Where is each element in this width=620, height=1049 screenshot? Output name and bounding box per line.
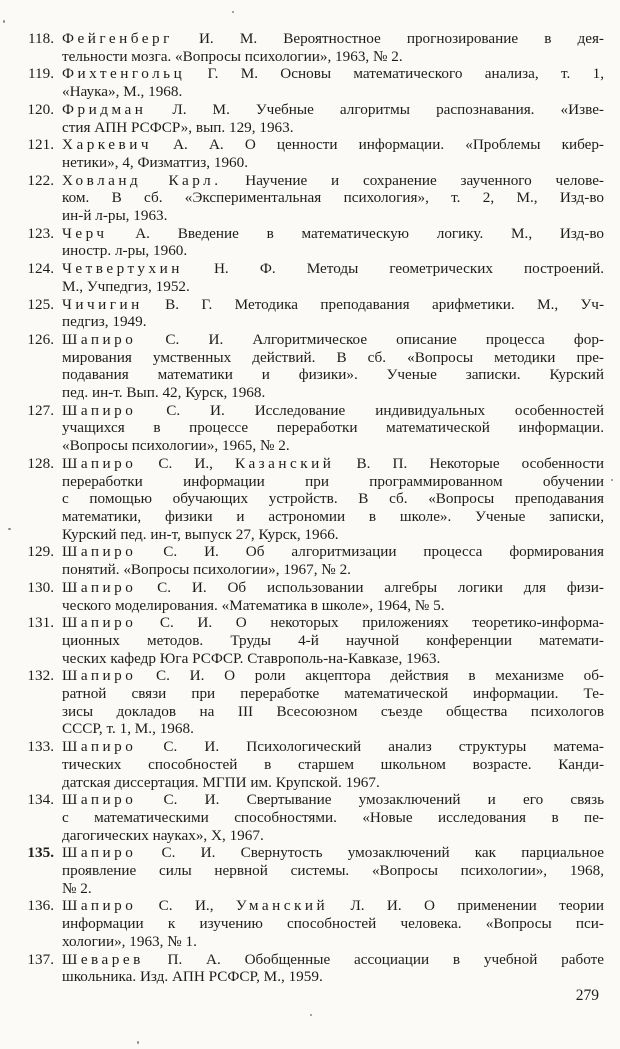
entry-line (62, 65, 604, 83)
entry-line-text: тических способностей в старшем школьном возрасте. Канди- (62, 755, 604, 773)
entry-line (62, 809, 604, 827)
entry-line-text: стия АПН РСФСР», вып. 129, 1963. (62, 118, 294, 136)
reference-entry (13, 402, 604, 455)
entry-line (62, 508, 604, 526)
entry-line (62, 419, 604, 437)
author-name: Шапиро (62, 401, 137, 419)
entry-line (62, 119, 604, 137)
entry-number: 126. (27, 330, 54, 348)
reference-entry (13, 614, 604, 667)
entry-line-text: С. И. Свернутость умозаключений как парциальное (136, 844, 604, 862)
entry-line-text: Н. Ф. Методы геометрических построений. (182, 260, 604, 278)
author-name: Шапиро (62, 844, 137, 862)
scan-speck (232, 11, 234, 13)
entry-number: 137. (27, 950, 54, 968)
entry-line (62, 774, 604, 792)
reference-entry (13, 667, 604, 738)
entry-line-text: С. И. Исследование индивидуальных особенностей (136, 401, 604, 419)
scan-speck (8, 528, 11, 530)
entry-number: 136. (27, 897, 54, 915)
entry-line (62, 933, 604, 951)
reference-entry (13, 30, 604, 65)
reference-entry (13, 543, 604, 578)
reference-entry (13, 897, 604, 950)
author-name: Харкевич (62, 136, 152, 154)
entry-line-text: тельности мозга. «Вопросы психологии», 1963, № 2. (62, 47, 403, 65)
entry-line (62, 844, 604, 862)
entry-line (62, 455, 604, 473)
entry-line (62, 685, 604, 703)
entry-text (62, 614, 604, 667)
entry-line (62, 296, 604, 314)
entry-number: 119. (27, 65, 54, 83)
entry-text (62, 667, 604, 738)
entry-line-text: № 2. (62, 879, 92, 897)
entry-line (62, 349, 604, 367)
entry-line (62, 968, 604, 986)
reference-entry (13, 791, 604, 844)
entry-line-text: пед. ин-т. Вып. 42, Курск, 1968. (62, 384, 266, 402)
entry-line (62, 650, 604, 668)
author-name: Шапиро (62, 897, 137, 915)
reference-entry (13, 101, 604, 136)
reference-entry (13, 738, 604, 791)
entry-line-text: нетики», 4, Физматгиз, 1960. (62, 153, 249, 171)
reference-entry (13, 844, 604, 897)
scan-speck (310, 1014, 312, 1016)
entry-line-text: подавания математики и физики». Ученые записки. Курский (62, 366, 604, 384)
entry-text (62, 296, 604, 331)
entry-line-text: Научение и сохранение заученного челове- (221, 171, 604, 189)
reference-entry (13, 455, 604, 544)
author-name: Ховланд Карл. (62, 171, 222, 189)
entry-line (62, 632, 604, 650)
entry-line-text: С. И. Алгоритмическое описание процесса фор- (136, 330, 604, 348)
entry-line (62, 614, 604, 632)
reference-entry (13, 65, 604, 100)
entry-number: 134. (27, 791, 54, 809)
entry-line (62, 738, 604, 756)
entry-line-text: дагогических науках», X, 1967. (62, 826, 264, 844)
author-name: Четвертухин (62, 260, 183, 278)
entry-line (62, 543, 604, 561)
entry-line-text: школьника. Изд. АПН РСФСР, М., 1959. (62, 968, 323, 986)
entry-line (62, 402, 604, 420)
entry-line (62, 278, 604, 296)
entry-line (62, 331, 604, 349)
entry-text (62, 951, 604, 986)
author-name: Уманский (235, 897, 329, 915)
entry-line (62, 667, 604, 685)
entry-line-text: педгиз, 1949. (62, 313, 147, 331)
entry-text (62, 579, 604, 614)
entry-number: 130. (27, 578, 54, 596)
entry-line (62, 597, 604, 615)
page-number: 279 (575, 987, 599, 1004)
entry-number: 120. (27, 100, 54, 118)
entry-line-text: С. И. Об использовании алгебры логики для физи- (136, 578, 604, 596)
entry-text (62, 844, 604, 897)
scan-speck (137, 1041, 139, 1044)
entry-line-text: Курский пед. ин-т, выпуск 27, Курск, 1966. (62, 525, 339, 543)
entry-line (62, 366, 604, 384)
entry-number: 124. (27, 260, 54, 278)
entry-line-text: С. И. Свертывание умозаключений и его связь (136, 791, 604, 809)
entry-line-text: А. Введение в математическую логику. М., Изд-во (107, 224, 604, 242)
entry-line (62, 473, 604, 491)
reference-entry (13, 296, 604, 331)
entry-line (62, 951, 604, 969)
author-name: Шапиро (62, 791, 137, 809)
entry-line-text: С. И., (136, 454, 236, 472)
author-name: Черч (62, 224, 108, 242)
author-name: Шапиро (62, 578, 137, 596)
entry-text (62, 260, 604, 295)
entry-line (62, 313, 604, 331)
entry-line-text: понятий. «Вопросы психологии», 1967, № 2. (62, 561, 351, 579)
entry-text (62, 791, 604, 844)
reference-entry (13, 260, 604, 295)
entry-number: 123. (27, 224, 54, 242)
entry-line-text: ин-й л-ры, 1963. (62, 207, 168, 225)
entry-line-text: С. И., (136, 897, 236, 915)
entry-line (62, 703, 604, 721)
entry-line (62, 791, 604, 809)
entry-line-text: датская диссертация. МГПИ им. Крупской. 1967. (62, 773, 380, 791)
entry-line-text: ратной связи при переработке математической информации. Те- (62, 685, 604, 703)
entry-line-text: информации к изучению способностей человека. «Вопросы пси- (62, 915, 604, 933)
reference-entry (13, 172, 604, 225)
entry-line-text: Л. М. Учебные алгоритмы распознавания. «Изве- (146, 100, 604, 118)
entry-line-text: С. И. О роли акцептора действия в механизме об- (136, 667, 604, 685)
author-name: Фридман (62, 100, 147, 118)
entry-line (62, 897, 604, 915)
entry-line (62, 260, 604, 278)
entry-line (62, 526, 604, 544)
author-name: Чичигин (62, 295, 143, 313)
entry-number: 118. (27, 30, 54, 47)
entry-line-text: А. А. О ценности информации. «Проблемы кибер- (151, 136, 604, 154)
entry-line (62, 30, 604, 48)
entry-line-text: «Наука», М., 1968. (62, 83, 183, 101)
reference-entry (13, 225, 604, 260)
entry-line-text: ческих кафедр Юга РСФСР. Ставрополь-на-Кавказе, 1963. (62, 649, 441, 667)
entry-text (62, 738, 604, 791)
entry-line (62, 880, 604, 898)
scan-speck (611, 479, 613, 481)
entry-line-text: мирования умственных действий. В сб. «Вопросы методики пре- (62, 348, 604, 366)
entry-line-text: С. И. Об алгоритмизации процесса формирования (136, 543, 604, 561)
entry-number: 129. (27, 543, 54, 561)
entry-line-text: переработки информации при программированном обучении (62, 472, 604, 490)
entry-line (62, 189, 604, 207)
entry-text (62, 331, 604, 402)
entry-line (62, 862, 604, 880)
entry-line-text: В. Г. Методика преподавания арифметики. М., Уч- (142, 295, 604, 313)
entry-line (62, 579, 604, 597)
entry-text (62, 455, 604, 544)
author-name: Шапиро (62, 330, 137, 348)
entry-line (62, 207, 604, 225)
entry-line-text: с математическими способностями. «Новые исследования в пе- (62, 808, 604, 826)
entry-line-text: «Вопросы психологии», 1965, № 2. (62, 437, 290, 455)
entry-number: 135. (27, 844, 54, 862)
entry-line (62, 827, 604, 845)
entry-number: 125. (27, 295, 54, 313)
entry-line-text: С. И. О некоторых приложениях теоретико-информа- (136, 614, 604, 632)
entry-line-text: ционных методов. Труды 4-й научной конференции математи- (62, 631, 604, 649)
entry-line (62, 384, 604, 402)
entry-text (62, 30, 604, 65)
entry-line (62, 172, 604, 190)
entry-line (62, 225, 604, 243)
entry-text (62, 543, 604, 578)
author-name: Фейгенберг (62, 30, 173, 47)
entry-number: 127. (27, 401, 54, 419)
reference-entry (13, 951, 604, 986)
entry-number: 122. (27, 171, 54, 189)
author-name: Шапиро (62, 454, 137, 472)
author-name: Шапиро (62, 543, 137, 561)
entry-text (62, 136, 604, 171)
author-name: Шапиро (62, 614, 137, 632)
entry-line (62, 83, 604, 101)
entry-line (62, 437, 604, 455)
entry-line-text: П. А. Обобщенные ассоциации в учебной работе (143, 950, 604, 968)
entry-text (62, 225, 604, 260)
entry-text (62, 65, 604, 100)
entry-line (62, 101, 604, 119)
entry-line-text: зисы докладов на III Всесоюзном съезде общества психологов (62, 702, 604, 720)
entry-line (62, 136, 604, 154)
author-name: Шапиро (62, 667, 137, 685)
author-name: Фихтенгольц (62, 65, 186, 83)
scan-speck (3, 20, 5, 23)
entry-line-text: ком. В сб. «Экспериментальная психология», т. 2, М., Изд-во (62, 189, 604, 207)
reference-entry (13, 331, 604, 402)
entry-line-text: ческого моделирования. «Математика в школе», 1964, № 5. (62, 596, 445, 614)
entry-number: 132. (27, 667, 54, 685)
entry-number: 121. (27, 136, 54, 154)
entry-line-text: С. И. Психологический анализ структуры матема- (136, 738, 604, 756)
entry-text (62, 101, 604, 136)
entry-line (62, 720, 604, 738)
entry-line (62, 490, 604, 508)
reference-entry (13, 136, 604, 171)
author-name: Казанский (235, 454, 335, 472)
entry-line-text: иностр. л-ры, 1960. (62, 242, 188, 260)
entry-line-text: В. П. Некоторые особенности (334, 454, 604, 472)
entry-line-text: математики, физики и астрономии в школе». Ученые записки, (62, 507, 604, 525)
entry-text (62, 402, 604, 455)
entry-line (62, 242, 604, 260)
entry-line-text: учащихся в процессе переработки математической информации. (62, 419, 604, 437)
entry-text (62, 897, 604, 950)
entry-line-text: с помощью обучающих устройств. В сб. «Вопросы преподавания (62, 490, 604, 508)
entry-line (62, 48, 604, 66)
entry-line-text: М., Учпедгиз, 1952. (62, 277, 190, 295)
entry-line (62, 154, 604, 172)
entry-line-text: Г. М. Основы математического анализа, т. 1, (185, 65, 604, 83)
entry-number: 133. (27, 738, 54, 756)
entry-line (62, 756, 604, 774)
entry-line-text: хологии», 1963, № 1. (62, 932, 197, 950)
entry-text (62, 172, 604, 225)
entry-line (62, 915, 604, 933)
entry-number: 131. (27, 614, 54, 632)
entry-line-text: Л. И. О применении теории (328, 897, 604, 915)
entry-line-text: проявление силы нервной системы. «Вопросы психологии», 1968, (62, 862, 604, 880)
entry-line-text: И. М. Вероятностное прогнозирование в дея- (172, 30, 604, 47)
entry-line (62, 561, 604, 579)
reference-entry (13, 579, 604, 614)
author-name: Шеварев (62, 950, 144, 968)
entry-number: 128. (27, 454, 54, 472)
entry-line-text: СССР, т. 1, М., 1968. (62, 720, 194, 738)
author-name: Шапиро (62, 738, 137, 756)
